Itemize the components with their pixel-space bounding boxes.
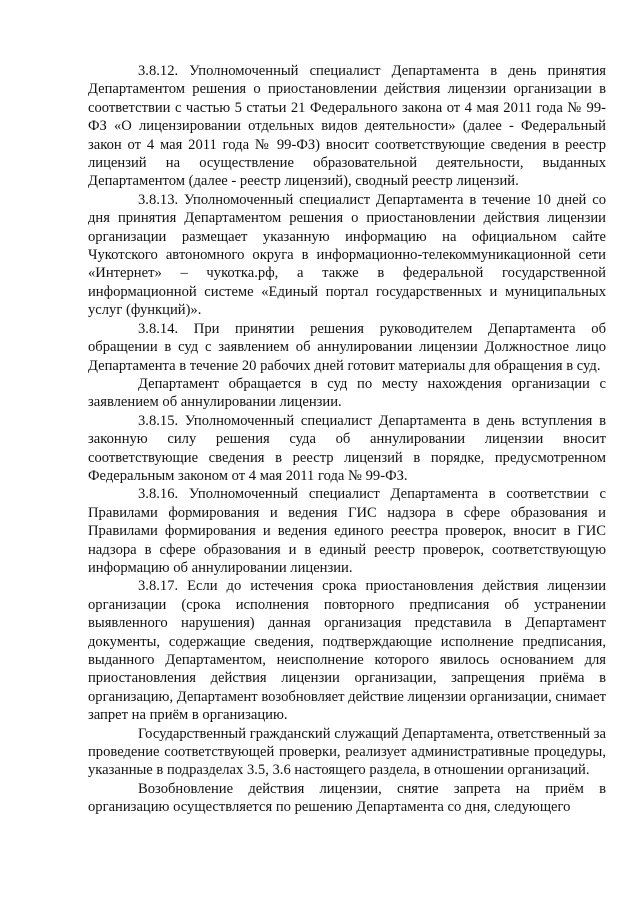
paragraph-civil-servant: Государственный гражданский служащий Департамента, ответственный за проведение соответствующей проверки, реализует административные процедуры, указанные в подразделах 3.5, 3.6 настоящего раздела, в отношении организаций.	[88, 725, 606, 779]
paragraph-3-8-12: 3.8.12. Уполномоченный специалист Департамента в день принятия Департаментом решения о приостановлении действия лицензии организации в соответствии с частью 5 статьи 21 Федерального закона от 4 мая 2011 года № 99-ФЗ «О лицензировании отдельных видов деятельности» (далее - Федеральный закон от 4 мая 2011 года № 99-ФЗ) вносит соответствующие сведения в реестр лицензий на осуществление образовательной деятельности, выданных Департаментом (далее - реестр лицензий), сводный реестр лицензий.	[88, 63, 606, 190]
paragraph-3-8-14: 3.8.14. При принятии решения руководителем Департамента об обращении в суд с заявлением об аннулировании лицензии Должностное лицо Департамента в течение 20 рабочих дней готовит материалы для обращения в суд.	[88, 320, 606, 374]
paragraph-3-8-13: 3.8.13. Уполномоченный специалист Департамента в течение 10 дней со дня принятия Департаментом решения о приостановлении действия лицензии организации размещает указанную информацию на официальном сайте Чукотского автономного округа в информационно-телекоммуникационной сети «Интернет» – чукотка.рф, а также в федеральной государственной информационной системе «Единый портал государственных и муниципальных услуг (функций)».	[88, 191, 606, 319]
paragraph-3-8-17: 3.8.17. Если до истечения срока приостановления действия лицензии организации (срока исполнения повторного предписания об устранении выявленного нарушения) данная организация представила в Департамент документы, содержащие сведения, подтверждающие исполнение предписания, выданного Департаментом, неисполнение которого явилось основанием для приостановления действия лицензии организации, запрещения приёма в организацию, Департамент возобновляет действие лицензии организации, снимает запрет на приём в организацию.	[88, 578, 606, 724]
document-page	[88, 62, 606, 817]
paragraph-court-appeal: Департамент обращается в суд по месту нахождения организации с заявлением об аннулировании лицензии.	[88, 375, 606, 411]
paragraph-license-resumption: Возобновление действия лицензии, снятие запрета на приём в организацию осуществляется по решению Департамента со дня, следующего	[88, 780, 606, 816]
paragraph-3-8-15: 3.8.15. Уполномоченный специалист Департамента в день вступления в законную силу решения суда об аннулировании лицензии вносит соответствующие сведения в реестр лицензий в порядке, предусмотренном Федеральным законом от 4 мая 2011 года № 99-ФЗ.	[88, 412, 606, 484]
paragraph-3-8-16: 3.8.16. Уполномоченный специалист Департамента в соответствии с Правилами формирования и ведения ГИС надзора в сфере образования и Правилами формирования и ведения единого реестра проверок, вносит в ГИС надзора в сфере образования и в единый реестр проверок, соответствующую информацию об аннулировании лицензии.	[88, 486, 606, 576]
